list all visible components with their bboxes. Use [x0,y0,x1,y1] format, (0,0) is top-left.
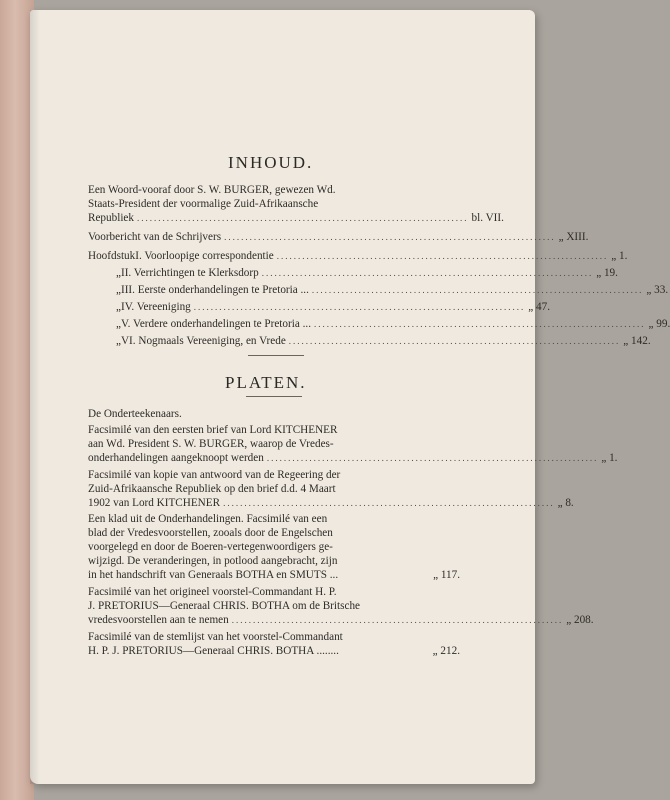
inhoud-entry-4 [88,283,669,297]
inhoud-entry-3-page: „ 19. [596,267,618,279]
inhoud-entry-2-page: „ 1. [611,250,628,262]
inhoud-entry-3-prefix: „ [116,267,121,279]
leader-dots: .............................................................................. [224,232,556,242]
inhoud-entry-5-prefix: „ [116,301,121,313]
platen-entry-5-last-line [88,644,460,658]
leader-dots: .............................................................................. [137,213,469,223]
facing-page-edge [0,0,34,800]
platen-entry-2-last-line [88,496,574,510]
inhoud-entry-6-text: V. Verdere onderhandelingen te Pretoria ... [120,318,311,330]
platen-entry-1-line-0: Facsimilé van den eersten brief van Lord KITCHENER [88,424,338,436]
inhoud-entry-3 [88,266,618,280]
inhoud-entry-2-prefix: Hoofdstuk [88,250,136,262]
inhoud-entry-0-line-0: Een Woord-vooraf door S. W. BURGER, gewezen Wd. [88,184,336,196]
platen-entry-5-line-1: H. P. J. PRETORIUS—Generaal CHRIS. BOTHA ........ [88,645,339,657]
inhoud-entry-4-page: „ 33. [646,284,669,296]
section-divider [246,396,302,397]
platen-entry-0-line-0: De Onderteekenaars. [88,408,182,420]
platen-entry-5-line-0: Facsimilé van de stemlijst van het voorstel-Commandant [88,631,343,643]
platen-entry-3-line-4: in het handschrift van Generaals BOTHA en SMUTS ... [88,569,339,581]
platen-entry-4-page: „ 208. [566,614,594,626]
inhoud-entry-0-line-2: Republiek [88,212,134,224]
leader-dots: .............................................................................. [223,498,555,508]
page-gutter-shadow [30,10,40,784]
inhoud-entry-5-text: IV. Vereeniging [120,301,191,313]
inhoud-entry-6-prefix: „ [116,318,121,330]
section-divider [248,355,304,356]
inhoud-entry-5-page: „ 47. [528,301,551,313]
inhoud-entry-7-page: „ 142. [623,335,651,347]
platen-entry-1-line-1: aan Wd. President S. W. BURGER, waarop de Vredes- [88,438,334,450]
inhoud-entry-4-prefix: „ [116,284,121,296]
inhoud-entry-1 [88,230,589,244]
inhoud-entry-2-text: I. Voorloopige correspondentie [135,250,274,262]
platen-entry-3-last-line [88,568,460,582]
inhoud-entry-7-text: VI. Nogmaals Vereeniging, en Vrede [120,335,286,347]
platen-entry-3-line-3: wijzigd. De veranderingen, in potlood aangebracht, zijn [88,555,338,567]
platen-entry-3-page: „ 117. [433,569,460,581]
platen-entry-2-line-2: 1902 van Lord KITCHENER [88,497,221,509]
inhoud-entry-6-page: „ 99. [648,318,670,330]
platen-entry-2-page: „ 8. [557,497,574,509]
inhoud-entry-1-text: Voorbericht van de Schrijvers [88,231,222,243]
inhoud-entry-0-page: bl. VII. [471,212,504,224]
inhoud-entry-1-page: „ XIII. [558,231,589,243]
platen-entry-4-last-line [88,613,594,627]
platen-entry-2-line-0: Facsimilé van kopie van antwoord van de Regeering der [88,469,341,481]
platen-entry-1-line-2: onderhandelingen aangeknoopt werden [88,452,264,464]
inhoud-entry-6 [88,317,670,331]
platen-entry-5-page: „ 212. [432,645,460,657]
inhoud-entry-4-text: III. Eerste onderhandelingen te Pretoria ... [120,284,309,296]
leader-dots: .............................................................................. [261,268,594,278]
platen-entry-3-line-2: voorgelegd en door de Boeren-vertegenwoordigers ge- [88,541,333,553]
platen-entry-1-last-line [88,451,618,465]
inhoud-entry-0-line-1: Staats-President der voormalige Zuid-Afrikaansche [88,198,319,210]
leader-dots: .............................................................................. [314,319,646,329]
leader-dots: .............................................................................. [311,285,644,295]
inhoud-entry-0-last-line [88,211,504,225]
platen-heading: PLATEN. [225,373,307,392]
leader-dots: .............................................................................. [288,336,621,346]
platen-entry-2-line-1: Zuid-Afrikaansche Republiek op den brief d.d. 4 Maart [88,483,336,495]
leader-dots: .............................................................................. [266,453,599,463]
leader-dots: .............................................................................. [231,615,564,625]
platen-entry-3-line-0: Een klad uit de Onderhandelingen. Facsimilé van een [88,513,328,525]
leader-dots: .............................................................................. [276,251,609,261]
platen-entry-4-line-1: J. PRETORIUS—Generaal CHRIS. BOTHA om de Britsche [88,600,361,612]
inhoud-entry-5 [88,300,551,314]
inhoud-entry-7 [88,334,651,348]
inhoud-entry-7-prefix: „ [116,335,121,347]
book-page [30,10,535,784]
inhoud-entry-3-text: II. Verrichtingen te Klerksdorp [120,267,259,279]
platen-entry-1-page: „ 1. [601,452,618,464]
platen-entry-4-line-0: Facsimilé van het origineel voorstel-Commandant H. P. [88,586,337,598]
inhoud-heading: INHOUD. [228,153,314,172]
leader-dots: .............................................................................. [193,302,526,312]
platen-entry-3-line-1: blad der Vredesvoorstellen, zooals door de Engelschen [88,527,333,539]
inhoud-entry-2 [88,249,628,263]
platen-entry-4-line-2: vredesvoorstellen aan te nemen [88,614,229,626]
